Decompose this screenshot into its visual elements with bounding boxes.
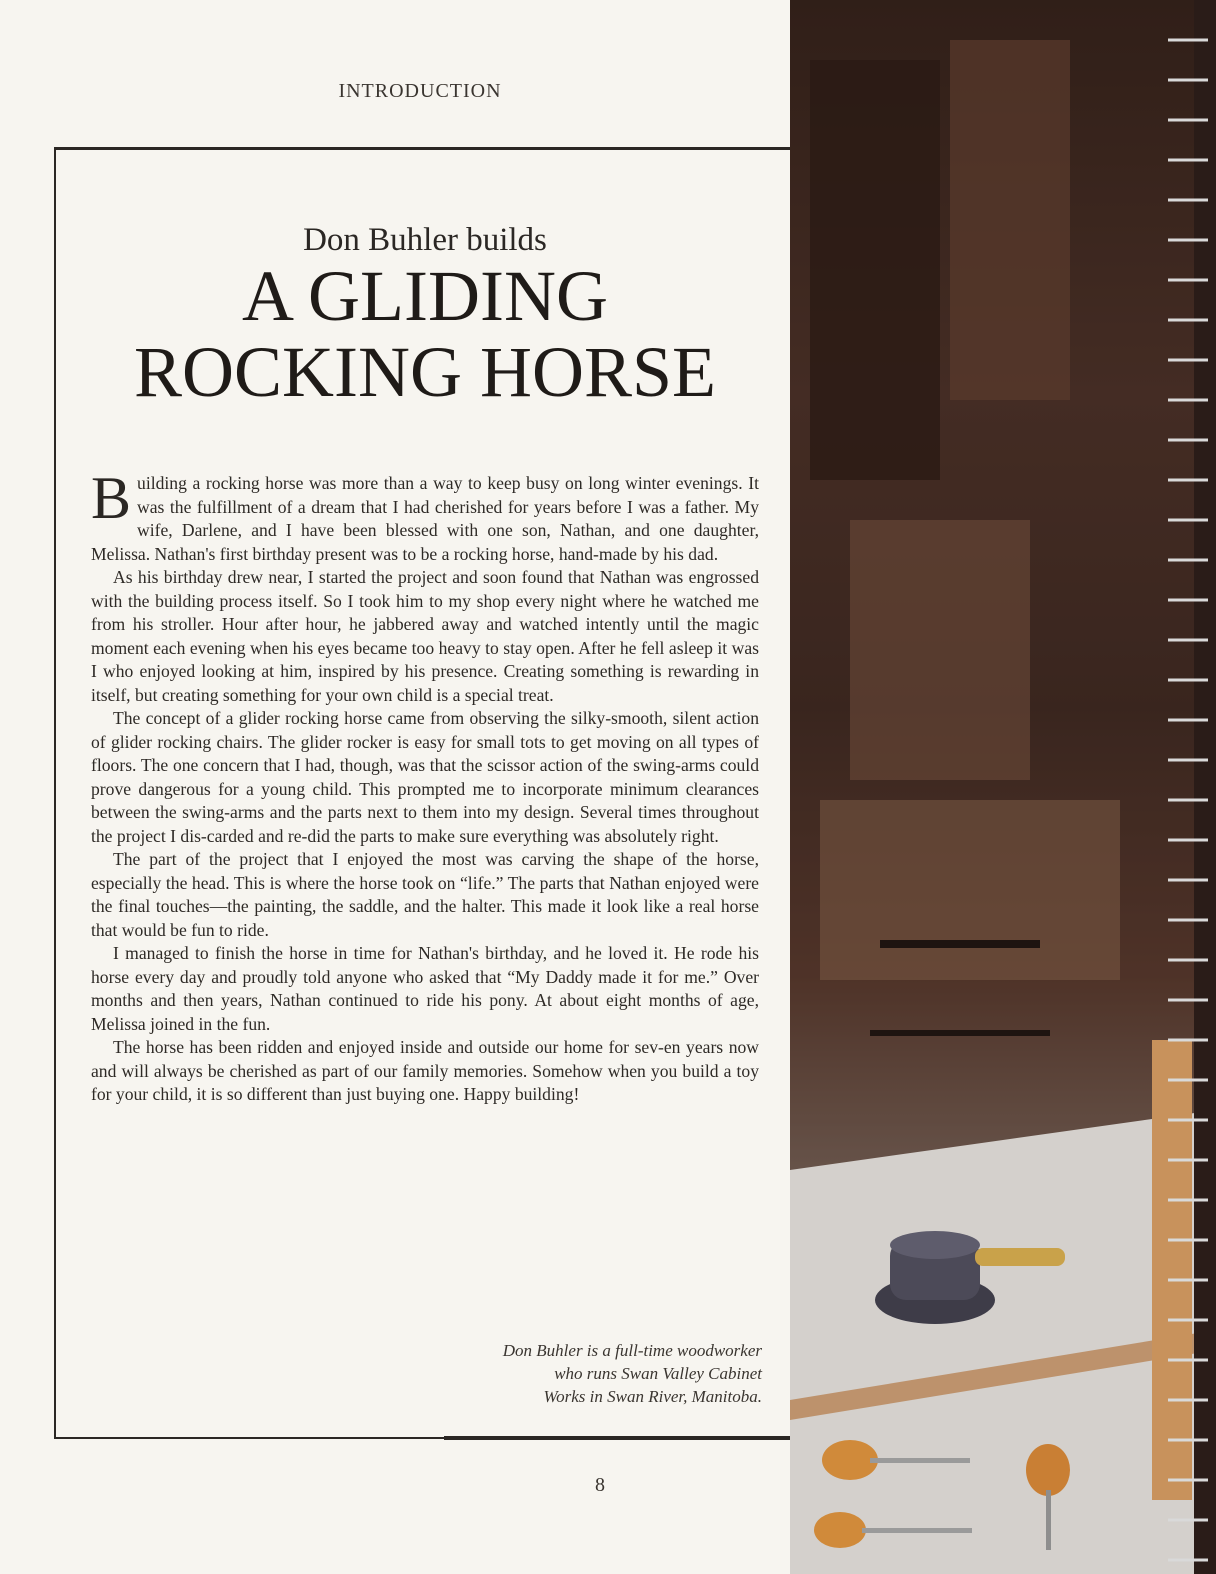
article-kicker: Don Buhler builds: [303, 222, 547, 258]
article-body: [91, 465, 759, 1107]
workshop-photo-illustration: [790, 0, 1216, 1574]
paragraph-6: The horse has been ridden and enjoyed inside and outside our home for sev-en years now and will always be cherished as part of our family memories. Somehow when you build a toy for your child, it is so different than just buying one. Happy building!: [91, 1037, 759, 1104]
paragraph-1: [91, 465, 759, 566]
author-bio: [420, 1339, 762, 1408]
bio-line: Don Buhler is a full-time woodworker: [502, 1341, 762, 1360]
bottom-rule: [444, 1436, 800, 1440]
paragraph-3: The concept of a glider rocking horse came from observing the silky-smooth, silent action of glider rocking chairs. The glider rocker is easy for small tots to get moving on all types of floors. The one concern that I had, though, was that the scissor action of the swing-arms could prove dangerous for a young child. This prompted me to incorporate minimum clearances between the swing-arms and the parts next to them into my design. Several times throughout the project I dis-carded and re-did the parts to make sure everything was absolutely right.: [91, 708, 759, 846]
title-line-2: ROCKING HORSE: [133, 332, 717, 412]
paragraph-2: As his birthday drew near, I started the project and soon found that Nathan was engrossed with the building process itself. So I took him to my shop every night where he watched me from his stroller. Hour after hour, he jabbered away and watched intently until the magic moment each evening when his eyes became too heavy to stay open. After he fell asleep it was I who enjoyed looking at him, inspired by his presence. Creating something is rewarding in itself, but creating something for your own child is a special treat.: [91, 567, 759, 705]
page-number: 8: [595, 1474, 605, 1496]
running-head: INTRODUCTION: [338, 80, 502, 102]
bio-line: who runs Swan Valley Cabinet: [554, 1364, 762, 1383]
bio-line: Works in Swan River, Manitoba.: [543, 1387, 762, 1406]
article-title: [0, 258, 850, 410]
paragraph-5: I managed to finish the horse in time for Nathan's birthday, and he loved it. He rode his horse every day and proudly told anyone who asked that “My Daddy made it for me.” Over months and then years, Nathan continued to ride his pony. At about eight months of age, Melissa joined in the fun.: [91, 943, 759, 1034]
paragraph-4: The part of the project that I enjoyed the most was carving the shape of the horse, especially the head. This is where the horse took on “life.” The parts that Nathan enjoyed were the final touches—the painting, the saddle, and the halter. This made it look like a real horse that would be fun to ride.: [91, 849, 759, 940]
drop-cap: B: [91, 465, 132, 531]
paragraph-1-text: uilding a rocking horse was more than a way to keep busy on long winter evenings. It was the fulfillment of a dream that I had cherished for years before I was a father. My wife, Darlene, and I have been blessed with one son, Nathan, and one daughter, Melissa. Nathan's first birthday present was to be a rocking horse, hand-made by his dad.: [91, 473, 759, 564]
workshop-photo: [790, 0, 1216, 1574]
title-line-1: A GLIDING: [242, 256, 608, 336]
